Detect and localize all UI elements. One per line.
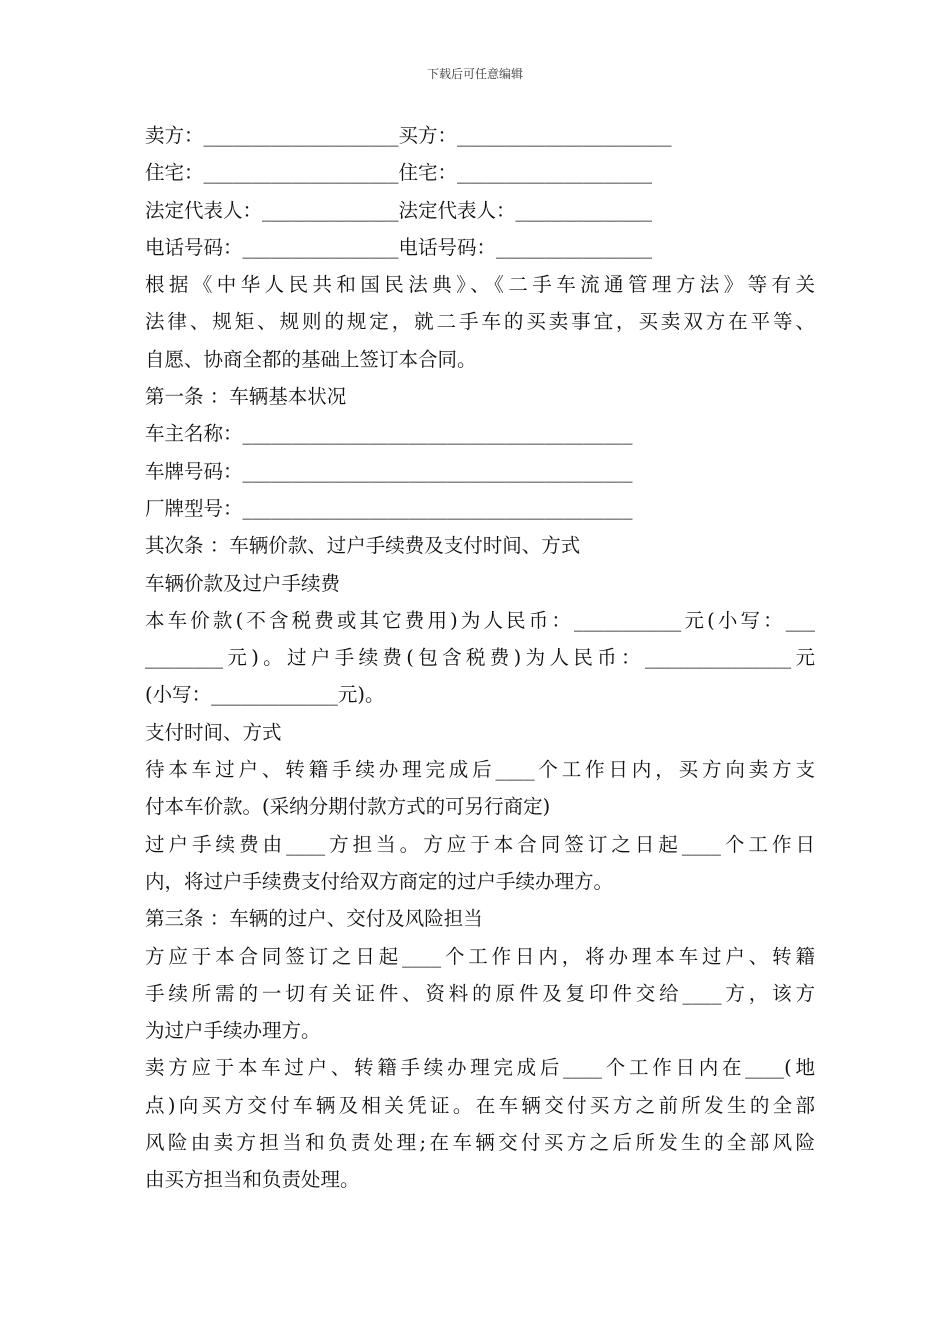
delivery-paragraph-line: 卖方应于本车过户、转籍手续办理完成后____个工作日内在____(地 [145, 1056, 815, 1080]
fee-paragraph-line: 过户手续费由____方担当。方应于本合同签订之日起____个工作日 [145, 832, 815, 856]
fee-paragraph-line: 内，将过户手续费支付给双方商定的过户手续办理方。 [145, 869, 614, 893]
transfer-paragraph-line: 为过户手续办理方。 [145, 1019, 321, 1043]
delivery-paragraph-line: 点)向买方交付车辆及相关凭证。在车辆交付买方之前所发生的全部 [145, 1093, 815, 1117]
preamble-line: 根据《中华人民共和国民法典》、《二手车流通管理方法》等有关 [145, 273, 815, 297]
article-1-heading: 第一条 ：车辆基本状况 [145, 385, 347, 409]
delivery-paragraph-line: 由买方担当和负责处理。 [145, 1168, 360, 1192]
transfer-paragraph-line: 手续所需的一切有关证件、资料的原件及复印件交给____方，该方 [145, 981, 815, 1005]
price-paragraph-line: (小写：_____________元)。 [145, 683, 385, 707]
preamble-line: 法律、规矩、规则的规定，就二手车的买卖事宜，买卖双方在平等、 [145, 310, 815, 334]
phone-line: 电话号码：________________电话号码：________________ [145, 235, 653, 259]
owner-name-line: 车主名称：________________________________________ [145, 422, 633, 446]
legal-representative-line: 法定代表人：______________法定代表人：______________ [145, 198, 653, 222]
price-paragraph-line: 本车价款(不含税费或其它费用)为人民币：___________元(小写：___ [145, 608, 815, 632]
subsection-heading: 车辆价款及过户手续费 [145, 571, 341, 595]
subsection-heading: 支付时间、方式 [145, 720, 282, 744]
payment-paragraph-line: 待本车过户、转籍手续办理完成后____个工作日内，买方向卖方支 [145, 758, 815, 782]
brand-model-line: 厂牌型号：________________________________________ [145, 496, 633, 520]
preamble-line: 自愿、协商全都的基础上签订本合同。 [145, 347, 477, 371]
address-line: 住宅：____________________住宅：____________________ [145, 161, 653, 185]
article-2-heading: 其次条 ：车辆价款、过户手续费及支付时间、方式 [145, 534, 581, 558]
article-3-heading: 第三条 ：车辆的过户、交付及风险担当 [145, 907, 483, 931]
plate-number-line: 车牌号码：________________________________________ [145, 459, 633, 483]
contract-body [145, 117, 815, 1199]
transfer-paragraph-line: 方应于本合同签订之日起____个工作日内，将办理本车过户、转籍 [145, 944, 815, 968]
price-paragraph-line: ________元)。过户手续费(包含税费)为人民币：_______________元 [145, 646, 815, 670]
delivery-paragraph-line: 风险由卖方担当和负责处理;在车辆交付买方之后所发生的全部风险 [145, 1131, 815, 1155]
page-header-note: 下载后可任意编辑 [426, 67, 523, 81]
seller-buyer-line: 卖方：____________________买方：______________________ [145, 124, 672, 147]
payment-paragraph-line: 付本车价款。(采纳分期付款方式的可另行商定) [145, 795, 551, 819]
